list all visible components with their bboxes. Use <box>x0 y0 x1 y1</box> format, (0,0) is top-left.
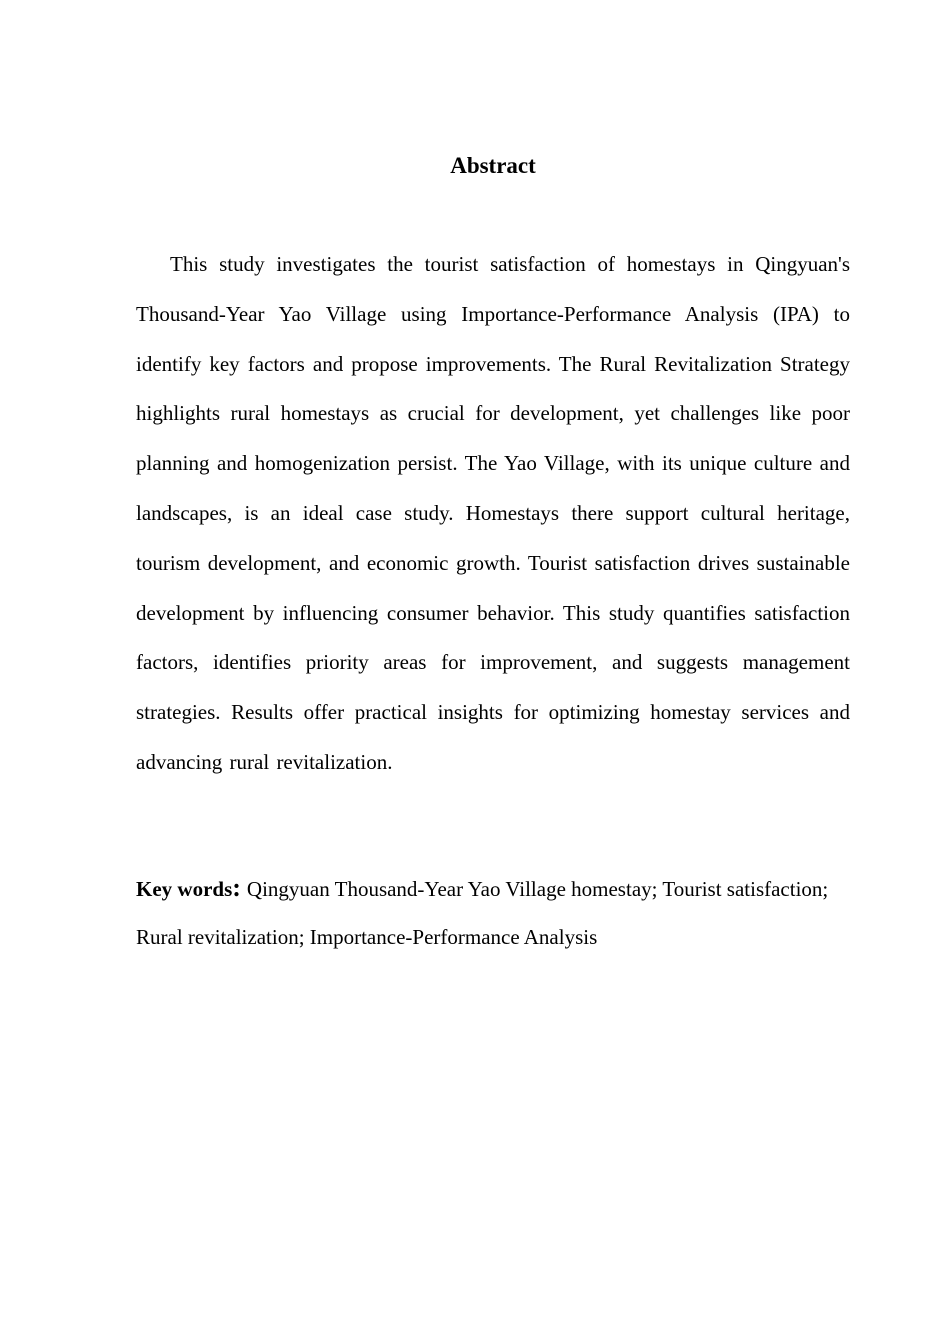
keywords-section <box>136 864 850 961</box>
keywords-label: Key words <box>136 877 233 901</box>
keywords-text: Qingyuan Thousand-Year Yao Village homestay; Tourist satisfaction; Rural revitalization; Importance-Performance Analysis <box>136 877 829 949</box>
abstract-title: Abstract <box>450 153 536 178</box>
abstract-paragraph: This study investigates the tourist satisfaction of homestays in Qingyuan's Thousand-Year Yao Village using Importance-Performance Analysis (IPA) to identify key factors and propose improvements. The Rural Revitalization Strategy highlights rural homestays as crucial for development, yet challenges like poor planning and homogenization persist. The Yao Village, with its unique culture and landscapes, is an ideal case study. Homestays there support cultural heritage, tourism development, and economic growth. Tourist satisfaction drives sustainable development by influencing consumer behavior. This study quantifies satisfaction factors, identifies priority areas for improvement, and suggests management strategies. Results offer practical insights for optimizing homestay services and advancing rural revitalization. <box>136 252 850 774</box>
keywords-colon: : <box>232 873 241 902</box>
